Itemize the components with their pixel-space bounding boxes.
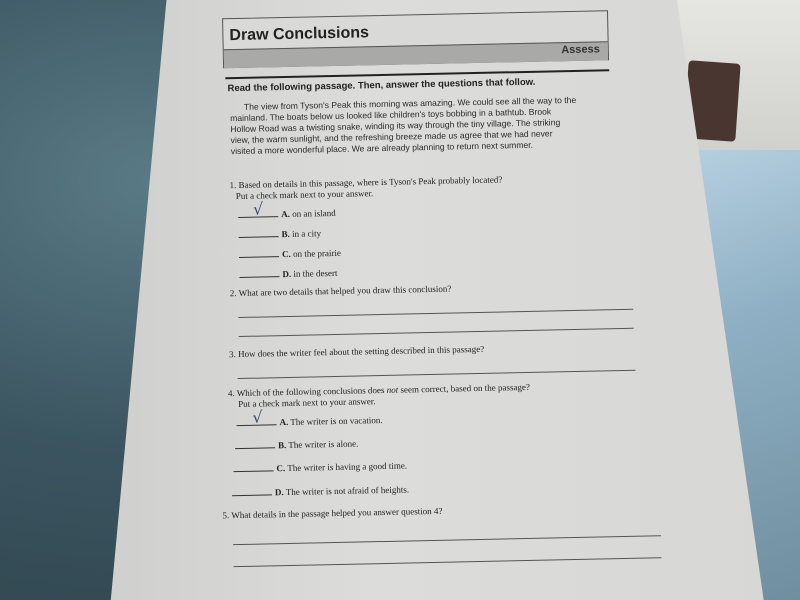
answer-blank[interactable]	[234, 470, 274, 472]
divider-rule	[225, 69, 609, 79]
question-text: How does the writer feel about the setting described in this passage?	[237, 343, 485, 360]
reading-passage	[230, 95, 579, 157]
section-label: Assess	[561, 43, 600, 57]
option-text: on an island	[292, 207, 336, 219]
question-text: What details in the passage helped you answer question 4?	[231, 505, 443, 521]
option-text: on the prairie	[292, 247, 342, 259]
q1-option-c[interactable]	[239, 248, 341, 260]
answer-blank[interactable]	[238, 216, 278, 218]
q1-option-b[interactable]	[238, 228, 321, 240]
option-text: in a city	[291, 228, 322, 239]
option-text: The writer is on vacation.	[290, 415, 383, 427]
question-text: What are two details that helped you draw this conclusion?	[238, 283, 452, 299]
worksheet-header	[222, 10, 609, 68]
question-text: Based on details in this passage, where is Tyson's Peak probably located?	[238, 174, 503, 190]
assess-bar	[224, 41, 608, 68]
check-mark-icon: √	[252, 199, 264, 219]
question-number: 3.	[228, 349, 236, 360]
question-emphasis: not	[386, 384, 399, 395]
answer-blank[interactable]	[237, 424, 277, 426]
answer-line[interactable]	[238, 370, 636, 379]
answer-blank[interactable]	[239, 256, 279, 258]
question-number: 5.	[222, 510, 230, 521]
answer-blank[interactable]	[239, 236, 279, 238]
question-number: 4.	[227, 388, 235, 399]
option-letter: D.	[282, 268, 292, 280]
answer-line[interactable]	[234, 557, 662, 567]
answer-blank[interactable]	[239, 276, 279, 278]
answer-line[interactable]	[233, 535, 661, 545]
option-text: The writer is alone.	[288, 438, 359, 450]
question-subtext: Put a check mark next to your answer.	[238, 396, 376, 410]
q1-option-a[interactable]	[238, 208, 336, 220]
passage-text: The view from Tyson's Peak this morning was amazing. We could see all the way to the mainland. The boats below us looked like children's toys bobbing in a bathtub. Brook Hollow Road was a twisting snake, winding its way through the tiny village. The striking view, the warm sunlight, and the refreshing breeze made us agree that we had never visited a more wonderful place. We are already planning to return next summer.	[230, 94, 577, 157]
question-text-before: Which of the following conclusions does	[236, 384, 387, 399]
question-1	[229, 174, 502, 202]
question-5	[222, 506, 442, 522]
q4-option-c[interactable]	[233, 461, 407, 475]
question-text-after: seem correct, based on the passage?	[398, 381, 530, 395]
answer-line[interactable]	[238, 309, 633, 318]
answer-blank[interactable]	[235, 447, 275, 449]
option-letter: B.	[277, 440, 287, 451]
question-number: 2.	[229, 288, 237, 299]
option-text: The writer is not afraid of heights.	[285, 484, 410, 498]
q1-option-d[interactable]	[239, 268, 337, 280]
option-text: The writer is having a good time.	[287, 460, 408, 474]
check-mark-icon: √	[252, 407, 263, 427]
q4-option-a[interactable]	[236, 415, 382, 428]
question-4	[228, 382, 530, 410]
option-letter: C.	[276, 463, 286, 474]
answer-blank[interactable]	[232, 494, 272, 496]
instructions-text: Read the following passage. Then, answer the questions that follow.	[227, 76, 536, 95]
option-text: in the desert	[293, 267, 338, 279]
q4-option-d[interactable]	[232, 484, 409, 498]
question-3	[229, 344, 484, 360]
option-letter: D.	[274, 487, 284, 498]
question-subtext: Put a check mark next to your answer.	[235, 188, 374, 202]
question-number: 1.	[229, 180, 237, 191]
option-letter: A.	[279, 416, 289, 428]
option-letter: B.	[281, 228, 290, 240]
option-letter: C.	[281, 248, 291, 260]
answer-line[interactable]	[239, 328, 634, 337]
q4-option-b[interactable]	[235, 439, 359, 452]
page-title: Draw Conclusions	[229, 24, 370, 45]
question-2	[230, 284, 452, 300]
option-letter: A.	[281, 208, 291, 220]
